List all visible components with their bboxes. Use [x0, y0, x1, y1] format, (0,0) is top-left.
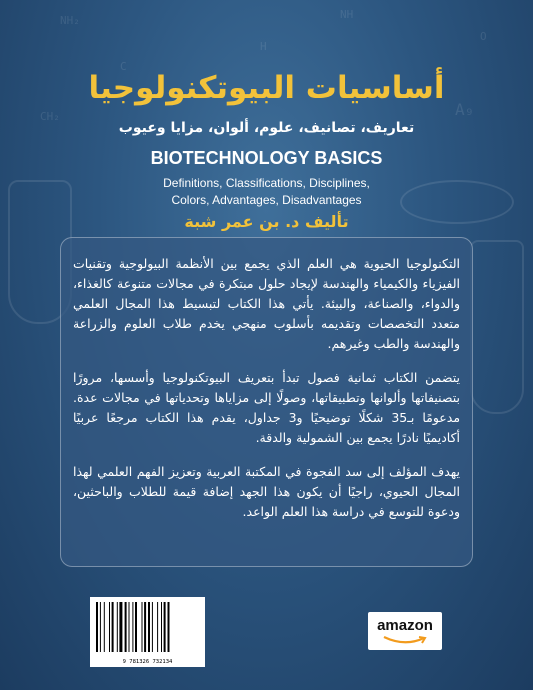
barcode-bar [129, 602, 130, 652]
book-subtitle-english [0, 175, 533, 209]
bg-formula: H [260, 40, 267, 53]
description-paragraph: يتضمن الكتاب ثمانية فصول تبدأ بتعريف البيوتكنولوجيا وأسسها، مرورًا بتصنيفاتها وألوانها وتطبيقاتها، وصولًا إلى مزاياها وتحدياتها في مجالات عدة. مدعومًا بـ35 شكلًا توضيحيًا و3 جداول، يقدم هذا الكتاب مرجعًا عربيًا أكاديميًا نادرًا يجمع بين الشمولية والدقة. [73, 370, 461, 445]
barcode-bar [132, 602, 133, 652]
subtitle-en-line: Colors, Advantages, Disadvantages [171, 193, 362, 207]
barcode-bar [112, 602, 114, 652]
bg-formula: O [480, 30, 487, 43]
book-subtitle-arabic: تعاريف، تصانيف، علوم، ألوان، مزايا وعيوب [118, 120, 415, 136]
description-paragraph: التكنولوجيا الحيوية هي العلم الذي يجمع بين الأنظمة البيولوجية وتقنيات الفيزياء والكيمياء والهندسة لإيجاد حلول مبتكرة في مجالات متنوعة كالغذاء، والدواء، والصناعة، والبيئة. يأتي هذا الكتاب لتبسيط هذا المجال العلمي متعدد التخصصات وتقديمه بأسلوب منهجي يخدم طلاب العلوم والزراعة والهندسة والطب وغيرهم. [73, 256, 460, 351]
bg-formula: A₉ [455, 100, 475, 119]
bg-formula: C [120, 60, 127, 73]
barcode-bar [148, 602, 150, 652]
barcode-bar [142, 602, 143, 652]
barcode-bars [96, 602, 199, 652]
barcode-bar [161, 602, 162, 652]
barcode-bar [96, 602, 98, 652]
barcode-bar [109, 602, 110, 652]
barcode-bar [152, 602, 153, 652]
description-paragraph: يهدف المؤلف إلى سد الفجوة في المكتبة العربية وتعزيز الفهم العلمي لهذا المجال الحيوي، راجيًا أن يكون هذا الجهد إضافة قيمة للطلاب والباحثين، ودعوة للتوسع في دراسة هذا العلم الواعد. [73, 464, 460, 519]
barcode-bar [104, 602, 105, 652]
barcode-bar [135, 602, 137, 652]
barcode-bar [157, 602, 158, 652]
barcode-bar [100, 602, 101, 652]
amazon-smile-icon [382, 635, 428, 645]
description-box [60, 237, 473, 567]
bg-formula: NH₂ [60, 14, 80, 27]
book-title-arabic: أساسيات البيوتكنولوجيا [88, 70, 445, 106]
barcode-bar [164, 602, 166, 652]
barcode-bar [144, 602, 146, 652]
bg-formula: NH [340, 8, 354, 21]
book-title-english: BIOTECHNOLOGY BASICS [150, 148, 383, 168]
bg-flask [470, 240, 524, 414]
barcode-bar [119, 602, 122, 652]
barcode-bar [125, 602, 127, 652]
barcode-bar [117, 602, 118, 652]
amazon-logo-text: amazon [377, 617, 433, 634]
subtitle-en-line: Definitions, Classifications, Disciplines, [163, 176, 370, 190]
author-name: تأليف د. بن عمر شبة [184, 212, 349, 231]
barcode-bar [168, 602, 170, 652]
isbn-barcode [90, 597, 205, 667]
barcode-number: 9 781326 732134 [122, 659, 173, 665]
amazon-logo [368, 612, 442, 650]
bg-formula: CH₂ [40, 110, 60, 123]
